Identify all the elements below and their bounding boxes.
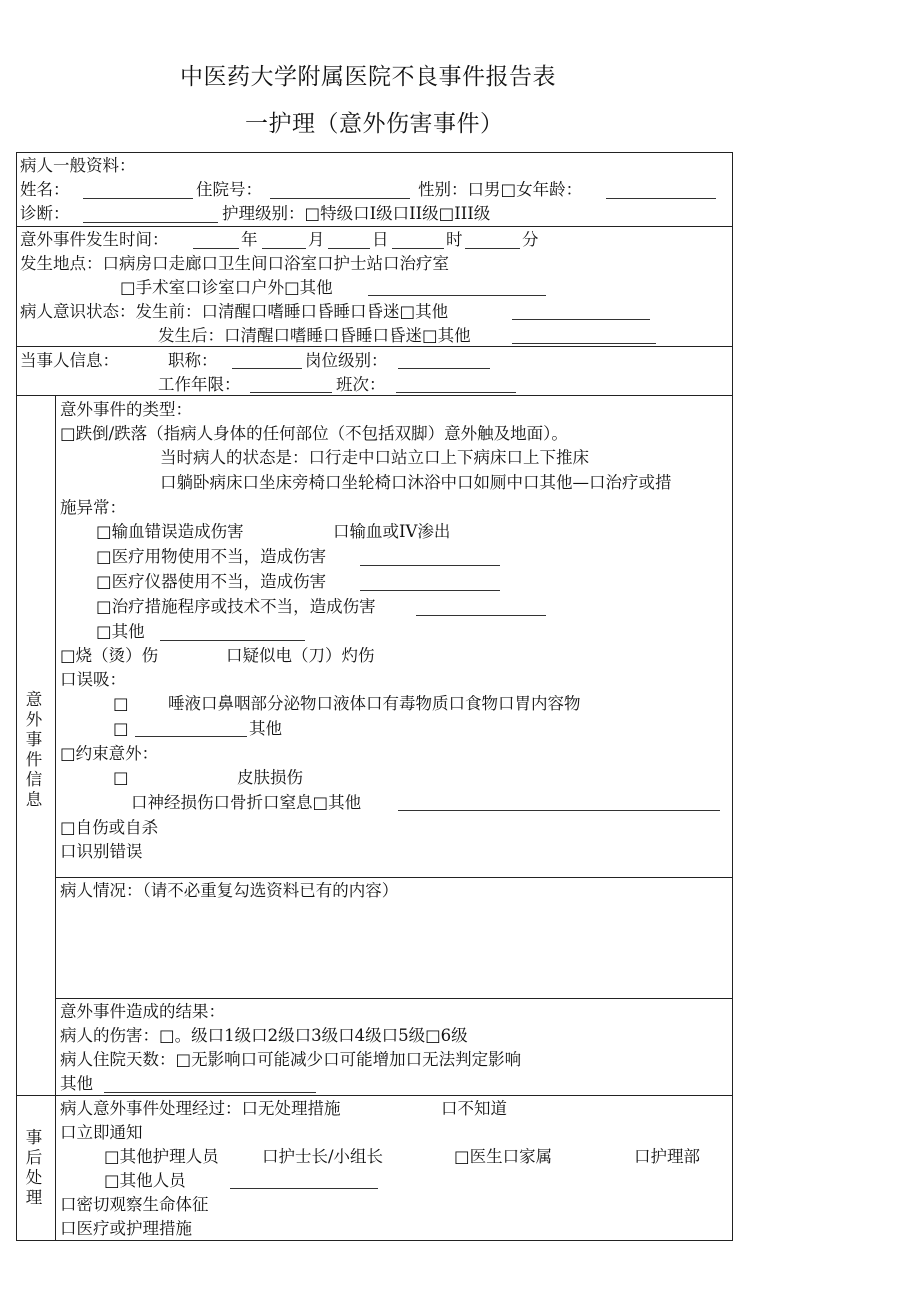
result-other-blank[interactable]: [104, 1092, 316, 1093]
form-title: 中医药大学附属医院不良事件报告表: [180, 64, 556, 90]
result-heading: 意外事件造成的结果：: [60, 1002, 225, 1021]
supplies-misuse-blank[interactable]: [360, 565, 500, 566]
event-type-heading: 意外事件的类型：: [60, 400, 192, 419]
result-other-label: 其他: [60, 1074, 93, 1093]
post-level-label: 岗位级别：: [305, 351, 388, 370]
admission-no-blank[interactable]: [270, 198, 410, 199]
location-other-blank[interactable]: [368, 295, 546, 296]
patient-state-line-1: 当时病人的状态是：口行走中口站立口上下病床口上下推床: [160, 448, 589, 467]
other-option: □其他: [96, 622, 145, 641]
patient-state-line-2: 口躺卧病床口坐床旁椅口坐轮椅口沐浴中口如厕中口其他—口治疗或措: [160, 473, 672, 492]
name-label: 姓名：: [20, 180, 70, 199]
procedure-error-blank[interactable]: [416, 615, 546, 616]
basic-heading: 病人一般资料：: [20, 156, 136, 175]
transfusion-error-option: □输血错误造成伤害: [96, 522, 244, 541]
burn-option: □烧（烫）伤: [60, 646, 159, 665]
admission-no-label: 住院号：: [196, 180, 262, 199]
aspiration-checkbox[interactable]: □: [113, 694, 129, 713]
procedure-error-option: □治疗措施程序或技术不当，造成伤害: [96, 597, 376, 616]
name-blank[interactable]: [83, 198, 193, 199]
diagnosis-label: 诊断：: [20, 204, 70, 223]
row-divider: [55, 998, 733, 999]
party-label: 当事人信息：: [20, 351, 119, 370]
other-blank[interactable]: [160, 640, 305, 641]
title-label: 职称：: [168, 351, 218, 370]
aspiration-other-checkbox[interactable]: □: [113, 719, 129, 738]
patient-status-label: 病人情况：（请不必重复勾选资料已有的内容）: [60, 881, 399, 900]
shift-label: 班次：: [336, 375, 386, 394]
table-left-border: [16, 152, 17, 1240]
table-bottom-border: [16, 1240, 733, 1241]
device-misuse-option: □医疗仪器使用不当，造成伤害: [96, 572, 327, 591]
doctor-family-option: □医生口家属: [454, 1147, 553, 1166]
gender-age-label: 性别：口男□女年龄：: [418, 180, 583, 199]
id-error-option: 口识别错误: [60, 842, 143, 861]
notify-option: 口立即通知: [60, 1123, 143, 1142]
minute-label: 分: [522, 230, 539, 249]
consciousness-after: 发生后：口清醒口嗜睡口昏睡口昏迷□其他: [158, 326, 471, 345]
aspiration-other-blank[interactable]: [135, 736, 247, 737]
side-column-divider: [55, 395, 56, 1240]
nursing-dept-option: 口护理部: [634, 1147, 700, 1166]
after-handling-side-label: 事后处理: [25, 1128, 43, 1207]
location-line-1: 发生地点：口病房口走廊口卫生间口浴室口护士站口治疗室: [20, 254, 449, 273]
electric-burn-option: 口疑似电（刀）灼伤: [226, 646, 375, 665]
restraint-option: □约束意外：: [60, 744, 159, 763]
aspiration-items: 唾液口鼻咽部分泌物口液体口有毒物质口食物口胃内容物: [168, 694, 581, 713]
year-blank[interactable]: [193, 248, 239, 249]
form-subtitle: 一护理（意外伤害事件）: [245, 111, 504, 137]
injury-level: 病人的伤害：□。级口1级口2级口3级口4级口5级□6级: [60, 1026, 468, 1045]
fall-option: □跌倒/跌落（指病人身体的任何部位（不包括双脚）意外触及地面）。: [60, 424, 568, 443]
transfusion-leak-option: 口输血或IV渗出: [333, 522, 451, 541]
age-blank[interactable]: [606, 198, 716, 199]
month-label: 月: [308, 230, 325, 249]
post-level-blank[interactable]: [398, 368, 490, 369]
table-right-border: [732, 152, 733, 1240]
title-blank[interactable]: [232, 368, 302, 369]
other-nurse-option: □其他护理人员: [104, 1147, 219, 1166]
device-misuse-blank[interactable]: [360, 590, 500, 591]
process-label: 病人意外事件处理经过：口无处理措施: [60, 1099, 341, 1118]
hour-blank[interactable]: [392, 248, 444, 249]
other-person-option: □其他人员: [104, 1171, 186, 1190]
location-line-2: □手术室口诊室口户外□其他: [120, 278, 333, 297]
aspiration-option: 口误吸：: [60, 670, 126, 689]
diagnosis-blank[interactable]: [83, 222, 218, 223]
patient-state-line-3: 施异常：: [60, 498, 126, 517]
consciousness-before: 病人意识状态：发生前：口清醒口嗜睡口昏睡口昏迷□其他: [20, 302, 449, 321]
work-years-blank[interactable]: [250, 392, 332, 393]
restraint-items: 口神经损伤口骨折口窒息□其他: [131, 793, 362, 812]
table-top-border: [16, 152, 733, 153]
event-info-side-label: 意外事件信息: [25, 690, 43, 809]
consciousness-after-blank[interactable]: [512, 343, 656, 344]
restraint-other-blank[interactable]: [398, 810, 720, 811]
vitals-option: 口密切观察生命体征: [60, 1195, 209, 1214]
row-divider: [55, 877, 733, 878]
aspiration-other-label: 其他: [249, 719, 282, 738]
measures-option: 口医疗或护理措施: [60, 1219, 192, 1238]
row-divider: [16, 1095, 733, 1096]
hour-label: 时: [446, 230, 463, 249]
day-blank[interactable]: [328, 248, 370, 249]
care-level: 护理级别：□特级口I级口II级□III级: [222, 204, 491, 223]
day-label: 日: [372, 230, 389, 249]
head-nurse-option: 口护士长/小组长: [262, 1147, 384, 1166]
minute-blank[interactable]: [465, 248, 520, 249]
skin-injury-label: 皮肤损伤: [237, 768, 303, 787]
event-time-label: 意外事件发生时间：: [20, 230, 169, 249]
year-label: 年: [241, 230, 258, 249]
consciousness-before-blank[interactable]: [512, 319, 650, 320]
self-harm-option: □自伤或自杀: [60, 818, 159, 837]
stay-impact: 病人住院天数：□无影响口可能减少口可能增加口无法判定影响: [60, 1050, 522, 1069]
shift-blank[interactable]: [396, 392, 516, 393]
work-years-label: 工作年限：: [158, 375, 241, 394]
supplies-misuse-option: □医疗用物使用不当，造成伤害: [96, 547, 327, 566]
other-person-blank[interactable]: [230, 1188, 378, 1189]
month-blank[interactable]: [262, 248, 306, 249]
unknown-option: 口不知道: [441, 1099, 507, 1118]
restraint-checkbox[interactable]: □: [113, 768, 129, 787]
row-divider: [16, 226, 733, 227]
